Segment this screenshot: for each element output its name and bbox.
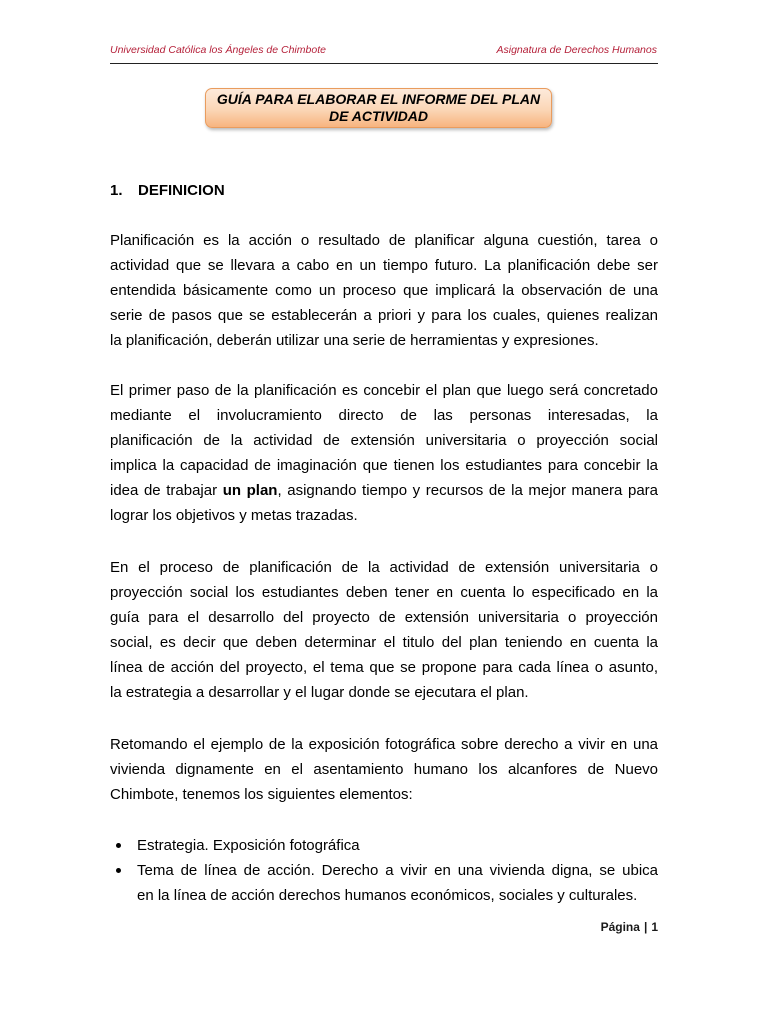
bullet-icon — [116, 868, 121, 873]
bullet-item — [110, 858, 658, 908]
paragraph-3 — [110, 555, 658, 705]
bullet-list — [110, 833, 658, 908]
paragraph-line — [110, 478, 658, 503]
paragraph-line: serie de pasos que se establecerán a priori y para los cuales, quienes realizan — [110, 307, 658, 324]
paragraph-line: vivienda dignamente en el asentamiento humano los alcanfores de Nuevo — [110, 761, 658, 778]
paragraph-1 — [110, 228, 658, 353]
bullet-line: en la línea de acción derechos humanos económicos, sociales y culturales. — [137, 887, 638, 904]
page-footer — [601, 919, 658, 935]
title-line-1: GUÍA PARA ELABORAR EL INFORME DEL PLAN — [216, 91, 541, 107]
section-heading — [110, 178, 225, 203]
bullet-line: Tema de línea de acción. Derecho a vivir en una vivienda digna, se ubica — [137, 862, 658, 879]
header-university: Universidad Católica los Ángeles de Chimbote — [110, 44, 326, 56]
page-number: 1 — [651, 920, 658, 934]
line-text: idea de trabajar — [110, 482, 223, 499]
paragraph-line: proyección social los estudiantes deben tener en cuenta lo especificado en la — [110, 584, 658, 601]
paragraph-line: la estrategia a desarrollar y el lugar donde se ejecutara el plan. — [110, 684, 529, 701]
paragraph-line: actividad que se llevara a cabo en un tiempo futuro. La planificación debe ser — [110, 257, 658, 274]
paragraph-line: Planificación es la acción o resultado de planificar alguna cuestión, tarea o — [110, 232, 658, 249]
paragraph-2 — [110, 378, 658, 528]
paragraph-line: Retomando el ejemplo de la exposición fotográfica sobre derecho a vivir en una — [110, 736, 658, 753]
paragraph-line: planificación de la actividad de extensión universitaria o proyección social — [110, 432, 658, 449]
paragraph-line: Chimbote, tenemos los siguientes elementos: — [110, 786, 413, 803]
section-number: 1. — [110, 182, 123, 199]
paragraph-line: lograr los objetivos y metas trazadas. — [110, 507, 358, 524]
bullet-icon — [116, 843, 121, 848]
paragraph-line: la planificación, deberán utilizar una serie de herramientas y expresiones. — [110, 332, 599, 349]
paragraph-line: entendida básicamente como un proceso que implicará la observación de una — [110, 282, 658, 299]
header-divider — [110, 63, 658, 64]
paragraph-line: guía para el desarrollo del proyecto de extensión universitaria o proyección — [110, 609, 658, 626]
header-course: Asignatura de Derechos Humanos — [496, 44, 657, 56]
paragraph-line: social, es decir que deben determinar el titulo del plan teniendo en cuenta la — [110, 634, 658, 651]
paragraph-line: implica la capacidad de imaginación que tienen los estudiantes para concebir la — [110, 457, 658, 474]
section-title: DEFINICION — [138, 182, 225, 199]
bullet-line: Estrategia. Exposición fotográfica — [137, 837, 360, 854]
paragraph-line: El primer paso de la planificación es concebir el plan que luego será concretado — [110, 382, 658, 399]
footer-label: Página — [600, 920, 640, 934]
paragraph-line: En el proceso de planificación de la actividad de extensión universitaria o — [110, 559, 658, 576]
bold-phrase: un plan — [222, 482, 278, 499]
line-text: , asignando tiempo y recursos de la mejor manera para — [277, 482, 659, 499]
title-box — [205, 88, 552, 128]
footer-separator: | — [643, 920, 648, 934]
paragraph-line: mediante el involucramiento directo de las personas interesadas, la — [110, 407, 658, 424]
bullet-item — [110, 833, 658, 858]
paragraph-4 — [110, 732, 658, 807]
paragraph-line: línea de acción del proyecto, el tema que se propone para cada línea o asunto, — [110, 659, 658, 676]
title-line-2: DE ACTIVIDAD — [328, 108, 429, 124]
